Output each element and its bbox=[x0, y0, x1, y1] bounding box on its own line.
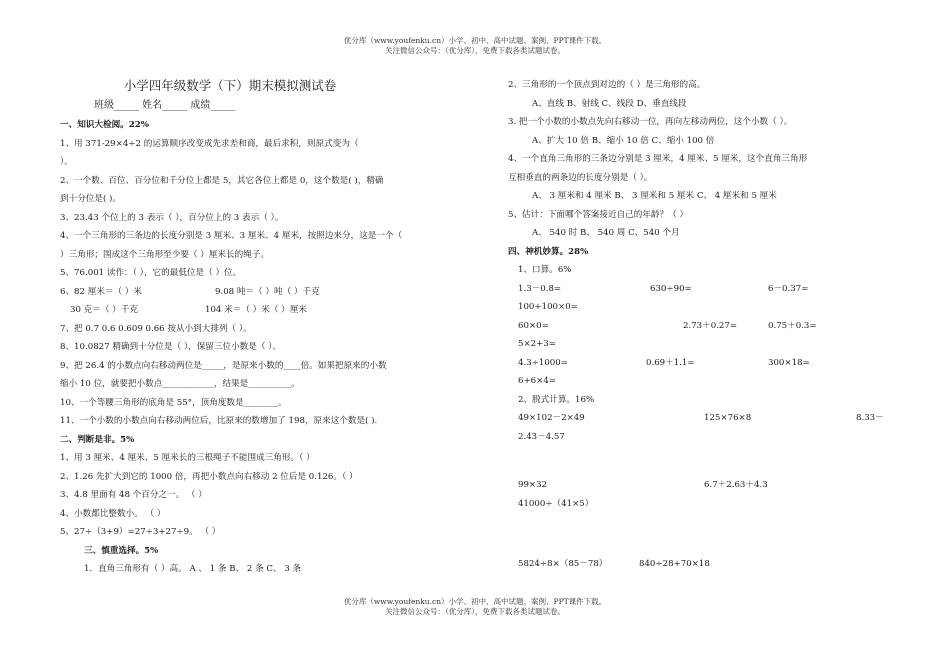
judge-5: 5、27÷（3+9）=27÷3+27÷9。 （ ） bbox=[60, 527, 221, 537]
choice-2-options: A、直线 B、射线 C、线段 D、垂直线段 bbox=[532, 98, 687, 109]
choice-2: 2、三角形的一个顶点到对边的（ ）是三角形的高。 bbox=[508, 80, 706, 90]
step-row-3: 41000÷（41×5） bbox=[518, 498, 594, 509]
question-2: 2、一个数、百位、百分位和千分位上都是 5，其它各位上都是 0，这个数是( )，精确 bbox=[60, 175, 384, 186]
oral-item: 4.3÷1000= bbox=[518, 357, 568, 368]
oral-item: 0.75＋0.3= bbox=[768, 320, 817, 331]
answer-space bbox=[508, 513, 898, 555]
page-header bbox=[0, 36, 950, 56]
choice-3: 3. 把一个小数的小数点先向右移动一位，再向左移动两位，这个小数（ ）。 bbox=[508, 117, 793, 127]
step-item: 8.33－ bbox=[856, 413, 884, 423]
question-5: 5、76.001 读作：（ ），它的最低位是（ ）位。 bbox=[60, 268, 242, 278]
section-2-heading: 二、判断是非。5% bbox=[60, 434, 135, 445]
question-6-item-1: 6、82 厘米＝（ ）米 bbox=[60, 286, 143, 297]
step-item: 49×102－2×49 bbox=[518, 413, 585, 423]
judge-1: 1、用 3 厘米、4 厘米、5 厘米长的三根绳子不能围成三角形。（ ） bbox=[60, 453, 315, 463]
oral-row-4: 5×2+3= bbox=[518, 339, 557, 349]
oral-row-5 bbox=[508, 354, 898, 373]
choice-4-options: A、 3 厘米和 4 厘米 B、 3 厘米和 5 厘米 C、 4 厘米和 5 厘米 bbox=[532, 191, 777, 201]
judge-3: 3、4.8 里面有 48 个百分之一。 （ ） bbox=[60, 490, 207, 500]
oral-item: 1.3－0.8= bbox=[518, 283, 562, 294]
oral-row-1 bbox=[508, 280, 898, 299]
step-row-1-cont: 2.43－4.57 bbox=[518, 431, 565, 442]
question-9: 9、把 26.4 的小数点向右移动两位是_____，是原来小数的____倍。如果把原来的小数 bbox=[60, 360, 387, 371]
choice-5: 5、估计：下面哪个答案接近自己的年龄？（ ） bbox=[508, 209, 689, 220]
oral-item: 630÷90= bbox=[650, 283, 692, 294]
section-1-heading: 一、知识大检阅。22% bbox=[60, 120, 149, 130]
choice-4-cont: 互相垂直的两条边的长度分别是（ ）。 bbox=[508, 172, 653, 183]
question-6-row-1 bbox=[60, 283, 475, 302]
choice-4: 4、一个直角三角形的三条边分别是 3 厘米，4 厘米、5 厘米，这个直角三角形 bbox=[508, 154, 808, 164]
question-1: 1、用 371-29×4÷2 的运算顺序改变成先求差和商，最后求积，则原式变为（ bbox=[60, 138, 359, 149]
oral-row-2: 100+100×0= bbox=[518, 302, 578, 312]
oral-item: 60×0= bbox=[518, 320, 549, 331]
left-column bbox=[60, 76, 475, 579]
step-row-4 bbox=[508, 555, 898, 574]
step-row-1 bbox=[508, 409, 898, 428]
header-line-1: 优分库（www.youfenku.cn）小学、初中、高中试题、案例、PPT课件下载。 bbox=[343, 36, 607, 45]
question-6-item-2: 9.08 吨＝（ ）吨（ ）千克 bbox=[215, 286, 320, 297]
question-6-item-3: 30 克＝（ ）千克 bbox=[70, 305, 138, 315]
choice-3-options: A、扩大 10 倍 B、缩小 10 倍 C、缩小 100 倍 bbox=[532, 135, 715, 146]
student-info: 班级_____ 姓名_____ 成绩_____ bbox=[94, 100, 236, 111]
exam-title: 小学四年级数学（下）期末模拟测试卷 bbox=[123, 78, 337, 93]
step-item: 5824÷8×（85－78） bbox=[518, 559, 608, 569]
oral-row-3 bbox=[508, 317, 898, 336]
oral-row-6: 6+6×4= bbox=[518, 376, 557, 386]
question-1-cont: ）。 bbox=[60, 157, 73, 167]
question-9-cont: 缩小 10 位，就要把小数点____________，结果是__________。 bbox=[60, 379, 300, 389]
right-column bbox=[508, 76, 898, 574]
question-4: 4、一个三角形的三条边的长度分别是 3 厘米、3 厘米、4 厘米，按照边来分，这是一个（ bbox=[60, 231, 403, 241]
question-8: 8、10.0827 精确到十分位是（ ），保留三位小数是（ ）。 bbox=[60, 342, 282, 352]
question-4-cont: ）三角形；围成这个三角形至少要（ ）厘米长的绳子。 bbox=[60, 249, 269, 260]
oral-item: 2.73＋0.27= bbox=[683, 320, 738, 331]
judge-2: 2、1.26 先扩大到它的 1000 倍，再把小数点向右移动 2 位后是 0.126。（ ） bbox=[60, 471, 358, 482]
choice-5-options: A、 540 时 B、 540 周 C、540 个月 bbox=[532, 228, 680, 238]
question-6-row-2 bbox=[60, 301, 475, 320]
oral-item: 0.69＋1.1= bbox=[646, 357, 695, 368]
step-item: 840÷28+70×18 bbox=[639, 559, 710, 569]
answer-space bbox=[508, 446, 898, 476]
section-4-heading: 四、神机妙算。28% bbox=[508, 246, 589, 257]
oral-item: 300×18= bbox=[768, 357, 810, 368]
question-10: 10、一个等腰三角形的底角是 55°，顶角度数是________。 bbox=[60, 397, 287, 408]
choice-1: 1．直角三角形有（ ）高。 A 、 1 条 B、 2 条 C、 3 条 bbox=[84, 564, 302, 574]
judge-4: 4、小数都比整数小。 （ ） bbox=[60, 508, 166, 519]
oral-item: 6－0.37= bbox=[768, 283, 809, 294]
step-item: 6.7＋2.63＋4.3 bbox=[704, 480, 768, 490]
question-3: 3、23.43 个位上的 3 表示（ ），百分位上的 3 表示（ ）。 bbox=[60, 212, 284, 223]
footer-line-1: 优分库（www.youfenku.cn）小学、初中、高中试题、案例、PPT课件下载。 bbox=[343, 597, 607, 606]
step-calc-heading: 2、脱式计算。16% bbox=[518, 394, 595, 405]
page-footer bbox=[0, 597, 950, 617]
question-2-cont: 到十分位是( )。 bbox=[60, 194, 121, 204]
oral-calc-heading: 1、口算。6% bbox=[518, 265, 572, 275]
section-3-heading: 三、慎重选择。5% bbox=[84, 545, 159, 556]
step-item: 99×32 bbox=[518, 480, 548, 490]
footer-line-2: 关注微信公众号：（优分库），免费下载各类试题试卷。 bbox=[385, 607, 565, 616]
question-7: 7、把 0.7 0.6 0.609 0.66 按从小到大排列（ ）。 bbox=[60, 323, 252, 334]
step-item: 125×76×8 bbox=[704, 413, 752, 423]
question-6-item-4: 104 米＝（ ）米（ ）厘米 bbox=[205, 305, 307, 315]
question-11: 11、一个小数的小数点向右移动两位后，比原来的数增加了 198，原来这个数是( ). bbox=[60, 416, 378, 426]
step-row-2 bbox=[508, 476, 898, 495]
header-line-2: 关注微信公众号：（优分库），免费下载各类试题试卷。 bbox=[385, 46, 565, 55]
